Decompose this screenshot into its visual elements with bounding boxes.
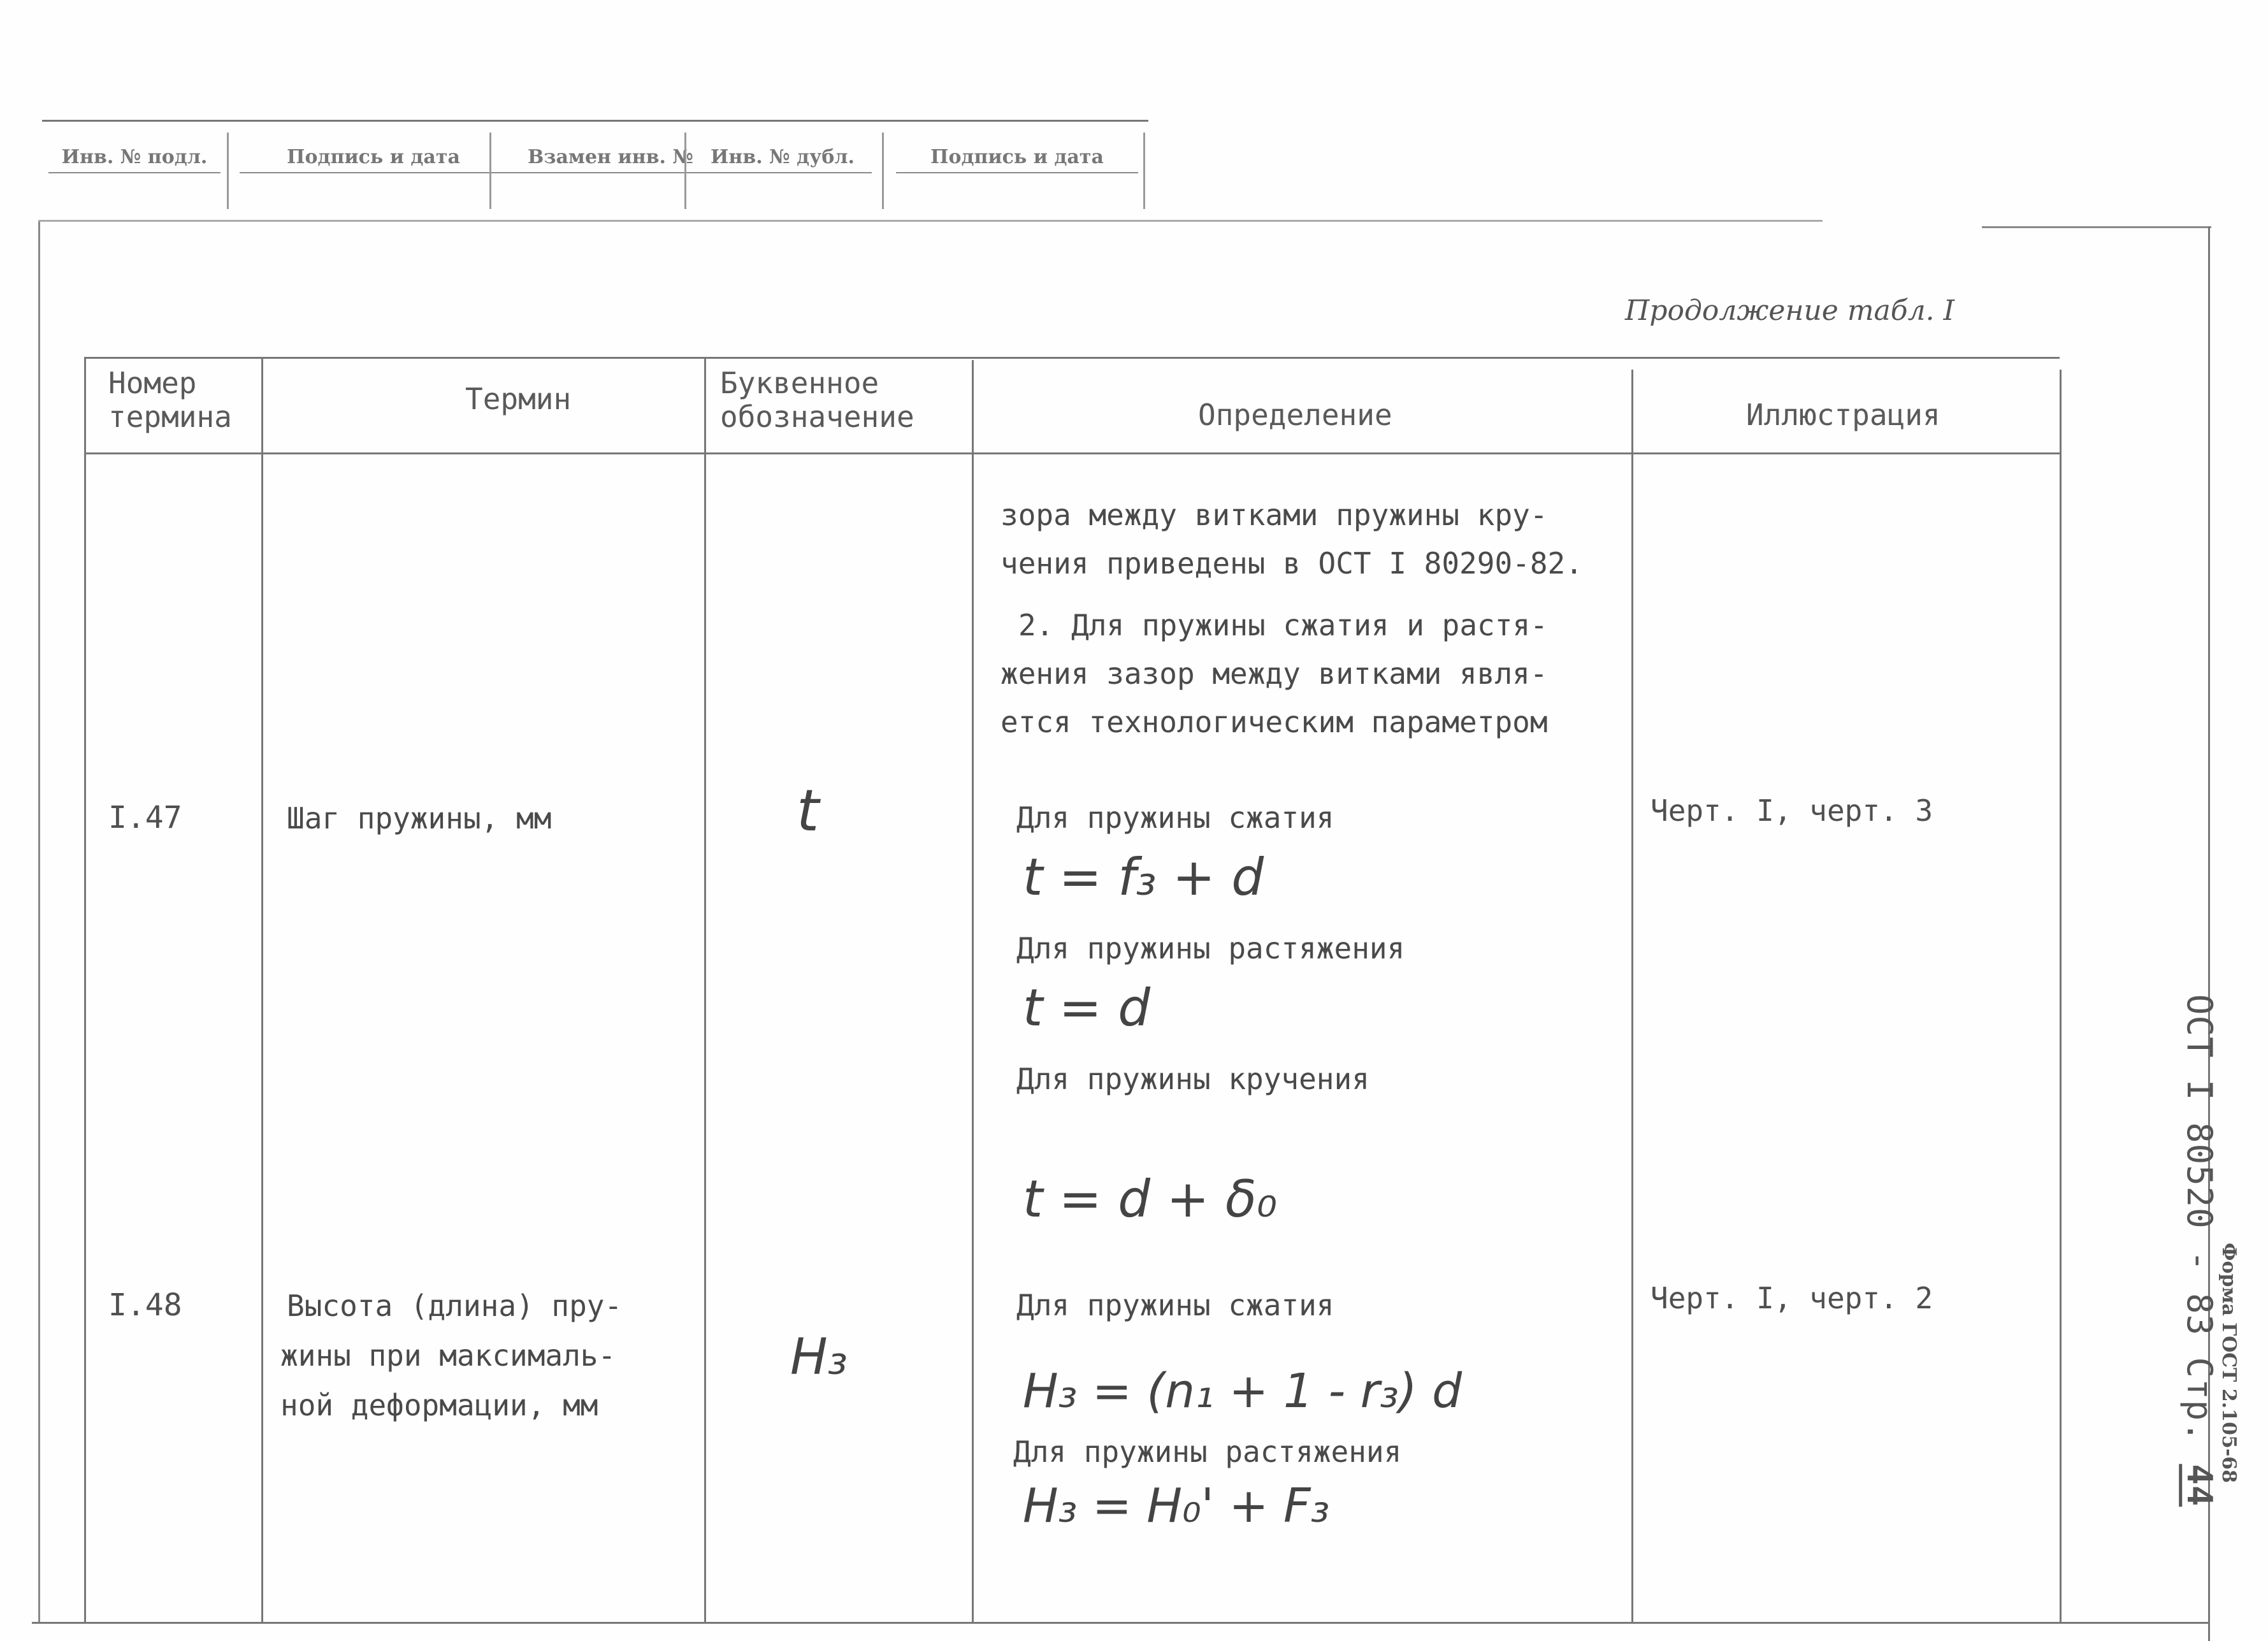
- stamp-inv-dubl: Инв. № дубл.: [687, 133, 878, 203]
- formula: H₃ = H₀' + F₃: [1023, 1478, 1330, 1533]
- formula: t = d + δ₀: [1023, 1169, 1277, 1229]
- standard-code: ОСТ I 80520 - 83 Стр. 44: [2179, 994, 2220, 1507]
- frame-left-border: [38, 220, 40, 1622]
- intro-definition: зора между витками пружины кру- чения приведены в ОСТ I 80290-82. 2. Для пружины сжатия и растя- жения зазор между витками явля- ется технологическим параметром: [1000, 498, 1583, 740]
- definition-line: Для пружины сжатия: [1016, 800, 1334, 835]
- frame-top-border-right: [1982, 226, 2211, 228]
- stamp-podpis-data-1: Подпись и дата: [233, 133, 514, 203]
- term-number: I.47: [108, 800, 182, 835]
- stamp-vzamen-inv: Взамен инв. №: [496, 133, 725, 203]
- header-number: Номер термина: [108, 366, 232, 434]
- stamp-inv-podl: Инв. № подл.: [42, 133, 227, 203]
- header-illustration: Иллюстрация: [1746, 398, 1940, 432]
- definition-line: Для пружины сжатия: [1016, 1288, 1334, 1322]
- definition-line: Для пружины растяжения: [1016, 931, 1405, 965]
- illustration-ref: Черт. I, черт. 2: [1650, 1281, 1933, 1315]
- stamp-podpis-data-2: Подпись и дата: [890, 133, 1145, 203]
- form-reference: Форма ГОСТ 2.105-68: [2218, 1243, 2240, 1484]
- formula: H₃ = (n₁ + 1 - r₃) d: [1023, 1364, 1463, 1419]
- term-symbol: H₃: [790, 1329, 848, 1386]
- page-number: 44: [2179, 1464, 2220, 1507]
- definition-line: Для пружины растяжения: [1013, 1435, 1402, 1469]
- frame-top-border: [38, 220, 1823, 222]
- frame-bottom-border: [32, 1622, 2208, 1624]
- header-term: Термин: [465, 382, 572, 416]
- header-definition: Определение: [1198, 398, 1392, 432]
- term-symbol: t: [797, 777, 820, 844]
- archive-stamp: [42, 120, 1148, 217]
- term-number: I.48: [108, 1287, 182, 1323]
- formula: t = d: [1023, 978, 1151, 1037]
- definition-line: Для пружины кручения: [1016, 1062, 1369, 1096]
- formula: t = f₃ + d: [1023, 848, 1264, 907]
- header-symbol: Буквенное обозначение: [720, 366, 914, 434]
- term-name: Шаг пружины, мм: [287, 801, 552, 835]
- term-name: Высота (длина) пру- жины при максималь- ной деформации, мм: [280, 1289, 623, 1423]
- table-continuation-label: Продолжение табл. I: [1625, 294, 1954, 327]
- illustration-ref: Черт. I, черт. 3: [1650, 793, 1933, 828]
